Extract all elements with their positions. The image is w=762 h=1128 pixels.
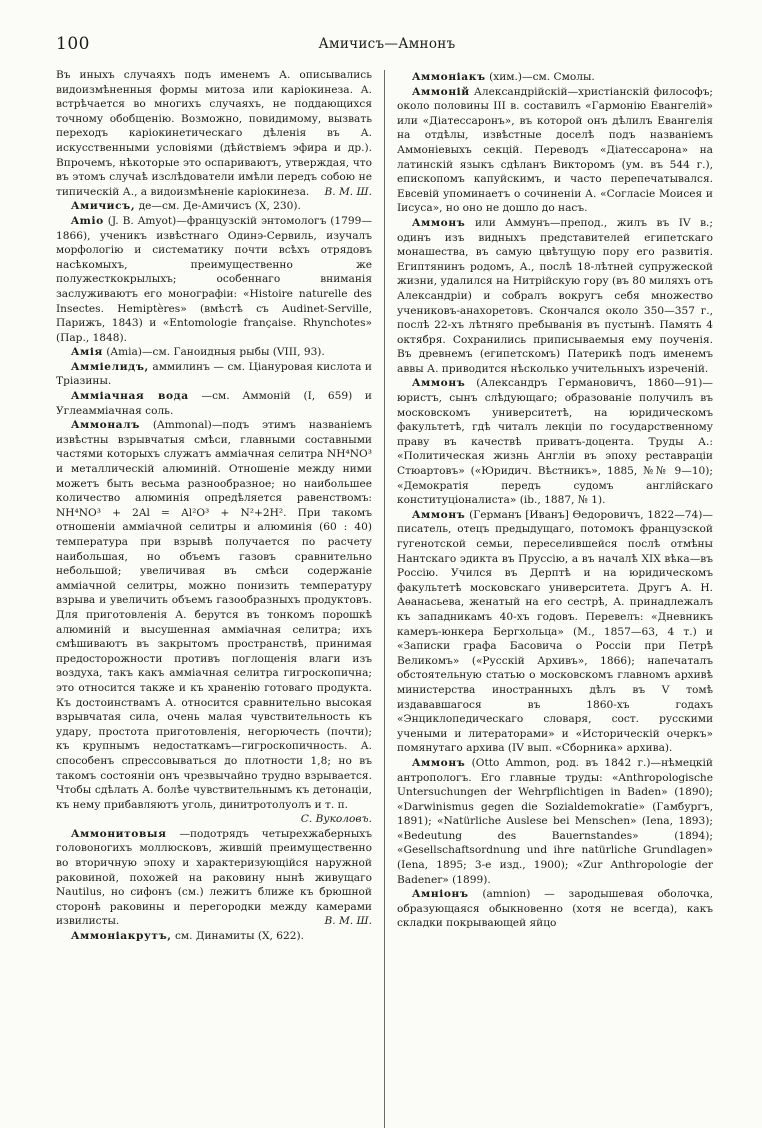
entry-headword: Аммоніакрутъ, (70, 930, 172, 943)
entry-text: (J. B. Amyot)—французскій энтомологъ (1799—1866), ученикъ извѣстнаго Одинэ-Сервиль, изучалъ морфологію и систематику почти всѣхъ отрядовъ насѣкомыхъ, преимущественно же полужесткокрылыхъ; особеннаго вниманія заслуживаютъ его монографіи: «Histoire naturelle des Insectes. Hemiptères» (вмѣстѣ съ Audinet-Serville, Парижъ, 1843) и «Entomologie française. Rhynchotes» (Пар., 1848). (56, 214, 372, 344)
dictionary-entry (56, 345, 372, 360)
dictionary-entry (397, 85, 713, 216)
entry-headword: Аммоніакъ (411, 71, 486, 83)
dictionary-entry (397, 70, 713, 85)
entry-headword: Аммонъ (411, 756, 466, 769)
entry-headword: Амміачная вода (70, 390, 189, 403)
dictionary-entry (56, 929, 372, 944)
dictionary-entry (56, 827, 372, 929)
dictionary-entry (397, 216, 713, 377)
entry-author: В. М. Ш. (324, 915, 372, 928)
dictionary-entry (56, 214, 372, 345)
entry-text: (Otto Ammon, род. въ 1842 г.)—нѣмецкій антропологъ. Его главные труды: «Anthropologische Untersuchungen der Wehrpflichtigen in Baden» (1890); «Darwinismus gegen die Sozialdemokratie» (Гамбургъ, 1891); «Natürliche Auslese bei Menschen» (Iena, 1893); «Bedeutung des Bauernstandes» (1894); «Gesellschaftsordnung und ihre natürliche Grundlagen» (Iena, 1895; 3-е изд., 1900); «Zur Anthropologie der Badener» (1899). (397, 756, 713, 886)
dictionary-entry (397, 508, 713, 756)
right-column (384, 70, 713, 1128)
entry-text: (Ammonal)—подъ этимъ названіемъ извѣстны взрывчатыя смѣси, главными составными частями которыхъ служатъ амміачная селитра NH⁴NO³ и металлическій алюминій. Отношеніе между ними можетъ быть весьма разнообразное; но наибольшее количество алюминія опредѣляется равенствомъ: NH⁴NO³ + 2Al = Al²O³ + N²+2H². При такомъ отношеніи амміачной селитры и алюминія (60 : 40) температура при взрывѣ получается по расчету наибольшая, но объемъ газовъ сравнительно небольшой; увеличивая въ смѣси содержаніе амміачной селитры, можно понизить температуру взрыва и увеличить объемъ газообразныхъ продуктовъ. Для приготовленія А. берутся въ тонкомъ порошкѣ алюминій и высушенная амміачная селитра; ихъ смѣшиваютъ въ закрытомъ пространствѣ, принимая предосторожности противъ поглощенія влаги изъ воздуха, такъ какъ амміачная селитра гигроскопична; это относится также и къ храненію готоваго продукта. Къ достоинствамъ А. относится сравнительно высокая взрывчатая сила, очень малая чувствительность къ удару, простота приготовленія, негорючесть (почти); къ крупнымъ недостаткамъ—гигроскопичность. А. способенъ спрессовываться до плотности 1,8; но въ такомъ состояніи онъ чрезвычайно трудно взрывается. Чтобы сдѣлать А. болѣе чувствительнымъ къ детонаціи, къ нему прибавляютъ уголь, динитротолуолъ и т. п. (56, 419, 372, 811)
entry-headword: Амичисъ, (70, 200, 136, 213)
entry-headword: Аммоналъ (70, 419, 140, 432)
entry-text: аммилинъ — см. Ціануровая кислота и Тріазины. (56, 360, 372, 388)
dictionary-entry (56, 199, 372, 214)
entry-text: де—см. Де-Амичисъ (X, 230). (138, 200, 301, 213)
dictionary-entry (56, 389, 372, 418)
entry-headword: Амніонъ (411, 888, 469, 901)
entry-text: см. Динамиты (X, 622). (174, 930, 305, 943)
entry-text: Александрійскій—христіанскій философъ; около половины III в. составилъ «Гармонію Евангелій» или «Діатессаронъ», въ которой онъ дѣлилъ Евангелія на отдѣлы, извѣстные доселѣ подъ названіемъ Аммоніевыхъ секцій. Переводъ «Діатессарона» на латинскій языкъ сдѣланъ Викторомъ (ум. въ 544 г.), епископомъ капуйскимъ, и часто перепечатывался. Евсевій упоминаетъ о сочиненіи А. «Согласіе Моисея и Іисуса», но оно не дошло до насъ. (397, 85, 713, 215)
entry-author: В. М. Ш. (324, 185, 372, 198)
dictionary-entry (56, 68, 372, 199)
page-number: 100 (56, 34, 90, 54)
entry-headword: Аммонъ (411, 377, 466, 390)
entry-headword: Амміелидъ, (70, 360, 149, 373)
entry-text: —подотрядъ четырехжаберныхъ головоногихъ моллюсковъ, жившій преимущественно во вторичную эпоху и характеризующійся наружной раковиной, похожей на раковину нынѣ живущаго Nautilus, но сифонъ (см.) лежитъ ближе къ брюшной сторонѣ раковины и перегородки между камерами извилисты. (56, 827, 372, 928)
entry-text: (Amia)—см. Ганоидныя рыбы (VIII, 93). (106, 346, 325, 359)
entry-text: —см. Аммоній (I, 659) и Углеамміачная соль. (56, 390, 372, 417)
entry-text: Въ иныхъ случаяхъ подъ именемъ А. описывались видоизмѣненныя формы митоза или каріокинеза. А. встрѣчается во многихъ случаяхъ, не поддающихся точному обобщенію. Возможно, повидимому, вызвать переходъ каріокинетическаго дѣленія въ А. искусственными условіями (дѣйствіемъ эфира и др.). Впрочемъ, нѣкоторые это оспариваютъ, утверждая, что въ этомъ случаѣ изслѣдователи имѣли передъ собою не типическій А., а видоизмѣненіе каріокинеза. (56, 69, 372, 198)
dictionary-entry (397, 376, 713, 507)
entry-headword: Аммонъ (411, 216, 466, 229)
text-columns (56, 68, 718, 1128)
dictionary-entry (56, 360, 372, 389)
entry-headword: Аммонъ (411, 508, 466, 521)
entry-headword: Amio (70, 214, 104, 227)
entry-text: (amnion) — зародышевая оболочка, образующаяся обыкновенно (хотя не всегда), какъ складки покрывающей яйцо (397, 888, 713, 930)
page-header (56, 28, 718, 56)
entry-headword: Аммоній (411, 85, 470, 98)
running-head: Амичисъ—Амнонъ (318, 36, 456, 52)
entry-text: (Александръ Германовичъ, 1860—91)—юристъ, сынъ слѣдующаго; образованіе получилъ въ московскомъ университетѣ, на юридическомъ факультетѣ, гдѣ читалъ лекціи по государственному праву въ качествѣ приватъ-доцента. Труды А.: «Политическая жизнь Англіи въ эпоху реставраціи Стюартовъ» («Юридич. Вѣстникъ», 1885, №№ 9—10); «Демократія передъ судомъ англійскаго конституціоналиста» (ib., 1887, № 1). (397, 377, 713, 507)
entry-headword: Амія (70, 346, 103, 359)
entry-author: С. Вуколовъ. (300, 813, 372, 826)
dictionary-entry (397, 887, 713, 931)
entry-headword: Аммонитовыя (70, 827, 167, 840)
dictionary-entry (56, 418, 372, 827)
entry-text: или Аммунъ—препод., жилъ въ IV в.; одинъ изъ видныхъ представителей египетскаго монашества, въ самую цвѣтущую пору его развитія. Египтянинъ родомъ, А., послѣ 18-лѣтней супружеской жизни, удалился на Нитрійскую гору (въ 80 миляхъ отъ Александріи) и собралъ вокругъ себя множество учениковъ-анахоретовъ. Скончался около 350—357 г., послѣ 22-хъ лѣтняго пребыванія въ пустынѣ. Память 4 октября. Сохранились приписываемыя ему поученія. Въ древнемъ (египетскомъ) Патерикѣ подъ именемъ аввы А. приводится нѣсколько учительныхъ изреченій. (397, 216, 713, 375)
entry-text: (Германъ [Иванъ] Ѳедоровичъ, 1822—74)—писатель, отецъ предыдущаго, потомокъ французской гугенотской семьи, переселившейся послѣ отмѣны Нантскаго эдикта въ Пруссію, а въ началѣ XIX вѣка—въ Россію. Учился въ Дерптѣ и на юридическомъ факультетѣ московскаго университета. Другъ А. Н. Аѳанасьева, женатый на его сестрѣ, А. принадлежалъ къ западникамъ 40-хъ годовъ. Перевелъ: «Дневникъ камеръ-юнкера Бергхольца» (М., 1857—63, 4 т.) и «Записки графа Басовича о Россіи при Петрѣ Великомъ» («Русскій Архивъ», 1866); напечаталъ обстоятельную статью о московскомъ главномъ архивѣ министерства иностранныхъ дѣлъ въ V томѣ издававшагося въ 1860-хъ годахъ «Энциклопедическаго словаря, сост. русскими учеными и литераторами» и «Историческій очеркъ» помянутаго архива (IV вып. «Сборника» архива). (397, 508, 713, 755)
left-column (56, 68, 384, 1128)
entry-text: (хим.)—см. Смолы. (489, 71, 595, 83)
dictionary-entry (397, 756, 713, 887)
